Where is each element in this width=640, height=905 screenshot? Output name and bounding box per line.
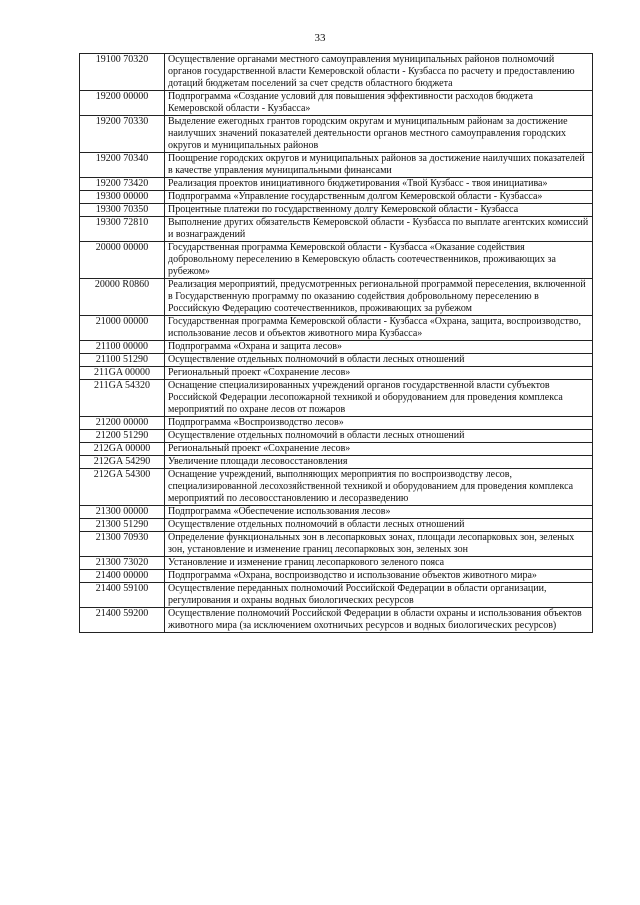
row-code: 211GA 00000	[80, 367, 165, 380]
row-code: 21200 00000	[80, 417, 165, 430]
row-code: 19100 70320	[80, 54, 165, 91]
row-code: 20000 00000	[80, 242, 165, 279]
table-row	[80, 506, 593, 519]
row-description: Региональный проект «Сохранение лесов»	[165, 443, 593, 456]
table-row	[80, 178, 593, 191]
row-code: 21100 51290	[80, 354, 165, 367]
row-description: Осуществление переданных полномочий Российской Федерации в области организации, регулирования и охраны водных биологических ресурсов	[165, 583, 593, 608]
row-description: Увеличение площади лесовосстановления	[165, 456, 593, 469]
row-description: Подпрограмма «Охрана, воспроизводство и использование объектов животного мира»	[165, 570, 593, 583]
table-row	[80, 217, 593, 242]
table-row	[80, 608, 593, 633]
table-row	[80, 116, 593, 153]
table-row	[80, 279, 593, 316]
row-description: Государственная программа Кемеровской области - Кузбасса «Охрана, защита, воспроизводство, использование лесов и объектов животного мира Кузбасса»	[165, 316, 593, 341]
table-body	[80, 54, 593, 633]
row-description: Подпрограмма «Охрана и защита лесов»	[165, 341, 593, 354]
table-row	[80, 519, 593, 532]
table-row	[80, 380, 593, 417]
row-description: Осуществление полномочий Российской Федерации в области охраны и использования объектов животного мира (за исключением охотничьих ресурсов и водных биологических ресурсов)	[165, 608, 593, 633]
row-description: Осуществление отдельных полномочий в области лесных отношений	[165, 430, 593, 443]
table-row	[80, 443, 593, 456]
row-description: Подпрограмма «Управление государственным долгом Кемеровской области - Кузбасса»	[165, 191, 593, 204]
table-row	[80, 557, 593, 570]
row-description: Поощрение городских округов и муниципальных районов за достижение наилучших показателей в качестве управления муниципальными финансами	[165, 153, 593, 178]
row-code: 21200 51290	[80, 430, 165, 443]
row-code: 21300 51290	[80, 519, 165, 532]
row-description: Оснащение специализированных учреждений органов государственной власти субъектов Российской Федерации лесопожарной техникой и оборудованием для проведения комплекса мероприятий по охране лесов от пожаров	[165, 380, 593, 417]
table-row	[80, 341, 593, 354]
table-row	[80, 532, 593, 557]
row-code: 21300 73020	[80, 557, 165, 570]
row-description: Оснащение учреждений, выполняющих мероприятия по воспроизводству лесов, специализированной лесохозяйственной техникой и оборудованием для проведения комплекса мероприятий по лесовосстановлению и лесоразведению	[165, 469, 593, 506]
table-row	[80, 316, 593, 341]
row-code: 19200 70330	[80, 116, 165, 153]
row-description: Установление и изменение границ лесопаркового зеленого пояса	[165, 557, 593, 570]
row-code: 21300 00000	[80, 506, 165, 519]
row-description: Осуществление отдельных полномочий в области лесных отношений	[165, 519, 593, 532]
table-row	[80, 456, 593, 469]
row-code: 19300 70350	[80, 204, 165, 217]
table-row	[80, 367, 593, 380]
table-row	[80, 430, 593, 443]
row-code: 20000 R0860	[80, 279, 165, 316]
table-row	[80, 153, 593, 178]
row-code: 211GA 54320	[80, 380, 165, 417]
budget-classification-table	[79, 53, 593, 633]
table-row	[80, 417, 593, 430]
row-code: 19200 73420	[80, 178, 165, 191]
table-row	[80, 570, 593, 583]
row-code: 19200 00000	[80, 91, 165, 116]
row-description: Региональный проект «Сохранение лесов»	[165, 367, 593, 380]
table-row	[80, 469, 593, 506]
row-description: Реализация проектов инициативного бюджетирования «Твой Кузбасс - твоя инициатива»	[165, 178, 593, 191]
row-code: 19300 72810	[80, 217, 165, 242]
row-description: Подпрограмма «Обеспечение использования лесов»	[165, 506, 593, 519]
row-description: Подпрограмма «Воспроизводство лесов»	[165, 417, 593, 430]
table-row	[80, 54, 593, 91]
table-row	[80, 191, 593, 204]
row-code: 212GA 54290	[80, 456, 165, 469]
table-row	[80, 354, 593, 367]
row-description: Осуществление органами местного самоуправления муниципальных районов полномочий органов государственной власти Кемеровской области - Кузбасса по расчету и предоставлению дотаций бюджетам поселений за счет средств областного бюджета	[165, 54, 593, 91]
row-code: 212GA 00000	[80, 443, 165, 456]
row-description: Процентные платежи по государственному долгу Кемеровской области - Кузбасса	[165, 204, 593, 217]
row-code: 212GA 54300	[80, 469, 165, 506]
row-code: 19200 70340	[80, 153, 165, 178]
table-row	[80, 242, 593, 279]
row-code: 21400 59200	[80, 608, 165, 633]
row-description: Выполнение других обязательств Кемеровской области - Кузбасса по выплате агентских комиссий и вознаграждений	[165, 217, 593, 242]
row-code: 21400 00000	[80, 570, 165, 583]
row-description: Определение функциональных зон в лесопарковых зонах, площади лесопарковых зон, зеленых зон, установление и изменение границ лесопарковых зон, зеленых зон	[165, 532, 593, 557]
row-code: 21300 70930	[80, 532, 165, 557]
row-description: Реализация мероприятий, предусмотренных региональной программой переселения, включенной в Государственную программу по оказанию содействия добровольному переселению в Российскую Федерацию соотечественников, проживающих за рубежом	[165, 279, 593, 316]
row-description: Подпрограмма «Создание условий для повышения эффективности расходов бюджета Кемеровской области - Кузбасса»	[165, 91, 593, 116]
table-row	[80, 204, 593, 217]
row-code: 21100 00000	[80, 341, 165, 354]
row-description: Осуществление отдельных полномочий в области лесных отношений	[165, 354, 593, 367]
page-number: 33	[314, 32, 326, 44]
row-code: 21400 59100	[80, 583, 165, 608]
row-code: 19300 00000	[80, 191, 165, 204]
table-row	[80, 91, 593, 116]
row-code: 21000 00000	[80, 316, 165, 341]
row-description: Выделение ежегодных грантов городским округам и муниципальным районам за достижение наилучших значений показателей деятельности органов местного самоуправления городских округов и муниципальных районов	[165, 116, 593, 153]
table-row	[80, 583, 593, 608]
row-description: Государственная программа Кемеровской области - Кузбасса «Оказание содействия добровольному переселению в Кемеровскую область соотечественников, проживающих за рубежом»	[165, 242, 593, 279]
